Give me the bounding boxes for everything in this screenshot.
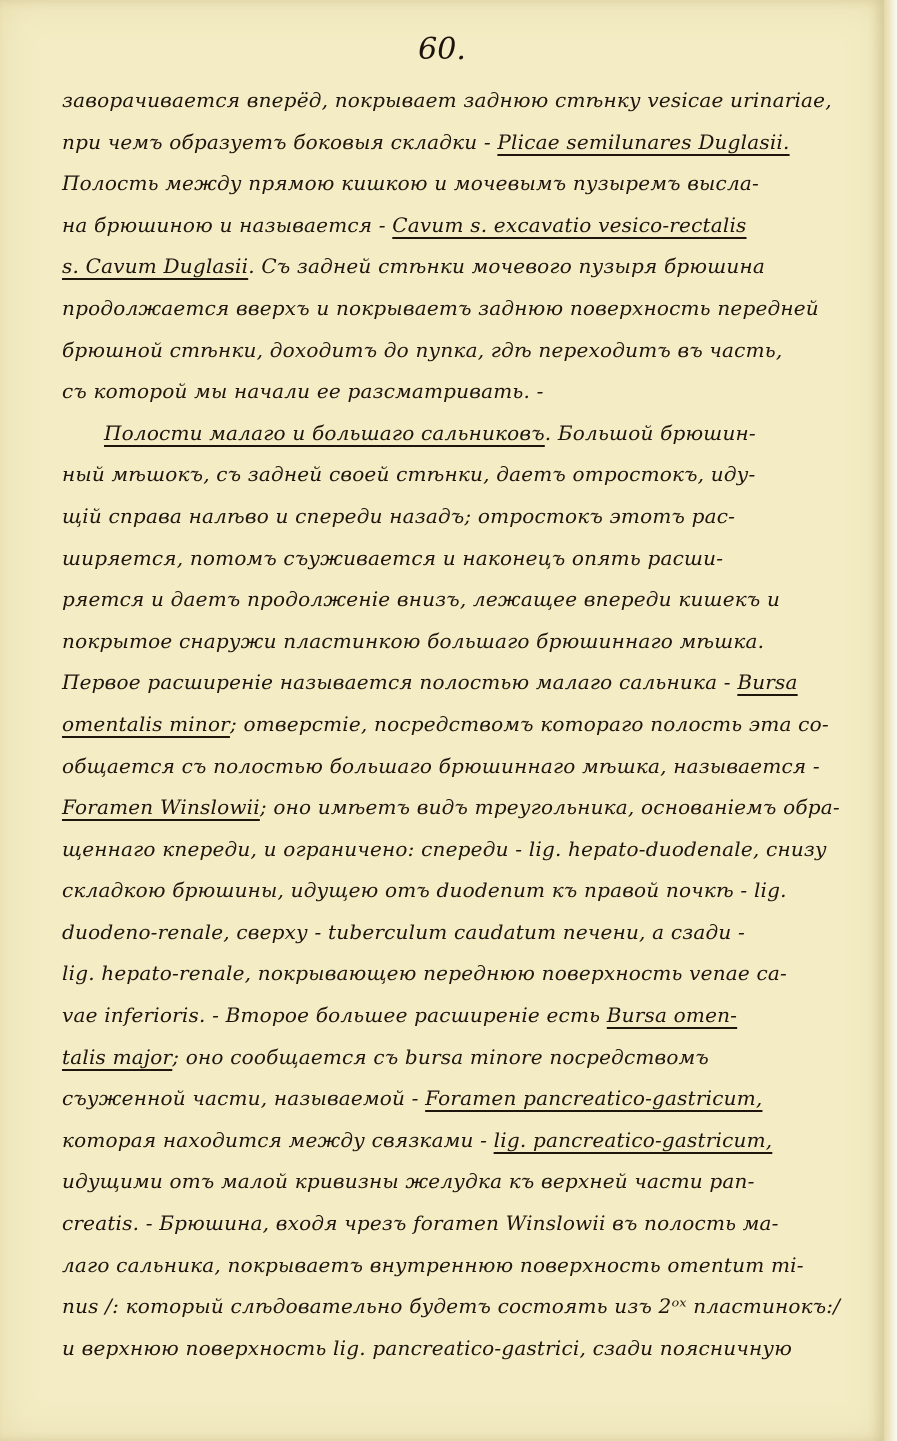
page-edge	[884, 0, 897, 1441]
text-line	[62, 704, 862, 746]
text-line	[62, 1245, 862, 1287]
text-segment: . Большой брюшин-	[544, 420, 756, 445]
text-segment: ный мѣшокъ, съ задней своей стѣнки, даетъ отростокъ, иду-	[62, 462, 756, 487]
text-segment: ; оно сообщается съ bursa minore посредствомъ	[172, 1044, 709, 1069]
text-segment: общается съ полостью большаго брюшиннаго мѣшка, называется -	[62, 753, 820, 778]
text-segment: Первое расширеніе называется полостью малаго сальника -	[62, 670, 738, 695]
text-segment: . Съ задней стѣнки мочевого пузыря брюшина	[248, 254, 765, 279]
text-line	[62, 870, 862, 912]
text-segment: duodeno-renale, сверху - tuberculum caudatum печени, а сзади -	[62, 919, 745, 944]
text-segment: и верхнюю поверхность lig. pancreatico-gastrici, сзади поясничную	[62, 1335, 793, 1360]
text-line	[62, 330, 862, 372]
text-line	[62, 122, 862, 164]
text-line	[62, 621, 862, 663]
text-line	[62, 579, 862, 621]
underlined-term: talis major	[62, 1044, 173, 1069]
underlined-term: Cavum s. excavatio vesico-rectalis	[392, 212, 747, 237]
text-line	[62, 1328, 862, 1370]
text-segment: vae inferioris. - Второе большее расширеніе есть	[62, 1003, 607, 1028]
text-line	[62, 163, 862, 205]
underlined-term: lig. pancreatico-gastricum,	[493, 1127, 773, 1152]
underlined-term: Полости малаго и большаго сальниковъ	[104, 420, 545, 445]
text-segment: щеннаго кпереди, и ограничено: спереди - lig. hepato-duodenale, снизу	[62, 836, 827, 861]
text-line	[62, 995, 862, 1037]
page-number: 60.	[418, 32, 466, 67]
underlined-term: omentalis minor	[62, 711, 230, 736]
text-line	[62, 1120, 862, 1162]
text-line	[62, 1203, 862, 1245]
underlined-term: Bursa	[737, 670, 798, 695]
text-segment: продолжается вверхъ и покрываетъ заднюю поверхность передней	[62, 295, 819, 320]
underlined-term: Bursa omen-	[606, 1003, 738, 1028]
text-line	[62, 246, 862, 288]
text-line	[62, 1037, 862, 1079]
text-segment: ; отверстіе, посредствомъ котораго полость эта со-	[229, 711, 829, 736]
text-segment: съ которой мы начали ее разсматривать. -	[62, 379, 544, 404]
text-segment: creatis. - Брюшина, входя чрезъ foramen Winslowii въ полость ма-	[62, 1211, 779, 1236]
underlined-term: s. Cavum Duglasii	[62, 254, 249, 279]
text-line	[62, 829, 862, 871]
text-line	[62, 1286, 862, 1328]
text-line	[62, 205, 862, 247]
text-segment: складкою брюшины, идущею отъ duodenum къ правой почкѣ - lig.	[62, 878, 787, 903]
text-line	[62, 1078, 862, 1120]
text-segment: щій справа налѣво и спереди назадъ; отростокъ этотъ рас-	[62, 503, 736, 528]
text-segment: идущими отъ малой кривизны желудка къ верхней части pan-	[62, 1169, 755, 1194]
text-line	[62, 371, 862, 413]
text-segment: съуженной части, называемой -	[62, 1086, 426, 1111]
underlined-term: Foramen pancreatico-gastricum,	[425, 1086, 763, 1111]
handwritten-text-body	[62, 80, 862, 1369]
text-segment: которая находится между связками -	[62, 1127, 494, 1152]
text-segment: заворачивается вперёд, покрывает заднюю стѣнку vesicae urinariae,	[62, 88, 832, 112]
text-segment: nus /: который слѣдовательно будетъ состоять изъ 2ᵒˣ пластинокъ:/	[62, 1294, 841, 1319]
text-segment: на брюшиною и называется -	[62, 212, 393, 237]
text-segment: ширяется, потомъ съуживается и наконецъ опять расши-	[62, 545, 724, 570]
text-line	[62, 1161, 862, 1203]
text-line	[62, 912, 862, 954]
text-line	[62, 953, 862, 995]
text-line	[62, 787, 862, 829]
text-segment: lig. hepato-renale, покрывающею переднюю поверхность venae ca-	[62, 961, 787, 986]
text-segment: брюшной стѣнки, доходитъ до пупка, гдѣ переходитъ въ часть,	[62, 337, 783, 362]
text-segment: покрытое снаружи пластинкою большаго брюшиннаго мѣшка.	[62, 628, 765, 653]
underlined-term: Plicae semilunares Duglasii.	[497, 129, 790, 154]
text-segment: ; оно имѣетъ видъ треугольника, основаніемъ обра-	[259, 795, 840, 820]
text-line	[62, 662, 862, 704]
text-line	[62, 288, 862, 330]
text-segment: ряется и даетъ продолженіе внизъ, лежащее впереди кишекъ и	[62, 587, 781, 612]
text-segment: лаго сальника, покрываетъ внутреннюю поверхность omentum mi-	[62, 1252, 804, 1277]
text-line	[62, 538, 862, 580]
text-segment: при чемъ образуетъ боковыя складки -	[62, 129, 498, 154]
underlined-term: Foramen Winslowii	[62, 795, 260, 820]
text-line	[62, 80, 862, 122]
text-segment: Полость между прямою кишкою и мочевымъ пузыремъ высла-	[62, 171, 759, 196]
text-line	[62, 496, 862, 538]
text-line	[62, 413, 862, 455]
text-line	[62, 746, 862, 788]
text-line	[62, 454, 862, 496]
